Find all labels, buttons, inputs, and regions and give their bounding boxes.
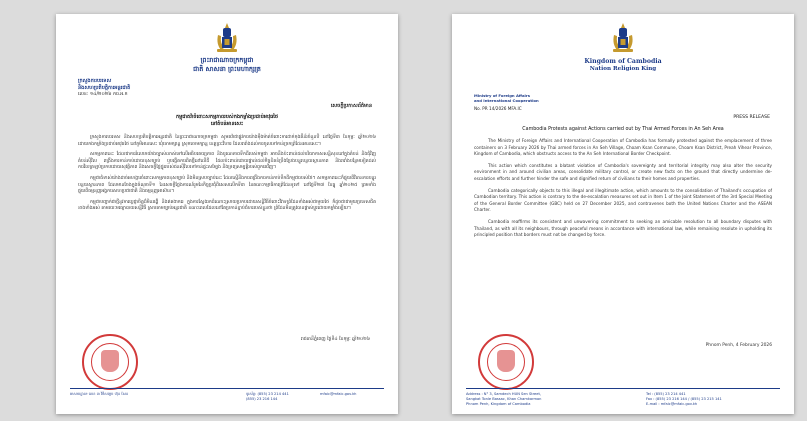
khmer-press-release-page (56, 14, 398, 414)
title-line-1: កម្ពុជាតវ៉ាចំពោះសកម្មភាពរបស់កងកម្លាំងប្រដាប់អាវុធថៃ (175, 114, 279, 120)
footer-tel: Tel : (855) 23 214 441 (646, 392, 686, 396)
footer-phone: ទូរស័ព្ទ: (855) 23 214 441 (246, 392, 289, 396)
document-title (86, 114, 368, 128)
footer-address-line-3: Phnom Penh, Kingdom of Cambodia (466, 402, 531, 406)
footer-address: អាសយដ្ឋាន៖ លេខ ៣ វិថីសម្តេច ហ៊ុន សែន (70, 392, 129, 396)
document-type: PRESS RELEASE (733, 115, 770, 120)
ministry-line-2: and International Cooperation (474, 98, 539, 103)
royal-arms-emblem-icon (608, 22, 638, 54)
ministry-seal-stamp (478, 334, 534, 390)
footer-contacts (246, 392, 289, 402)
signature-block: Phnom Penh, 4 February 2026 (705, 343, 772, 348)
footer-address-line-2: Sangkat Tonle Bassac, Khan Chamkarmon (466, 397, 542, 401)
ministry-seal-stamp (82, 334, 138, 390)
ministry-line-1: Ministry of Foreign Affairs (474, 93, 530, 98)
footer-address-line-1: Address : N° 3, Samdech HUN Sen Street, (466, 392, 542, 396)
reference-number: លេខ: ១៤/២០២៦ ការ.អ.ក (78, 92, 128, 97)
royal-arms-emblem-icon (212, 22, 242, 54)
ministry-line-2: និងសហប្រតិបត្តិការអន្តរជាតិ (78, 84, 131, 91)
body-paragraph: Cambodia reaffirms its consistent and unwavering commitment to seeking an amicable resolution to all boundary disputes with Thailand, as with all its neighbours, through peaceful means in accordance with international law, while remaining resolute in upholding its principled position that borders must not be changed by force. (474, 218, 772, 238)
letterhead-footer (70, 388, 384, 401)
footer-email: E-mail : mfaic@mfaic.gov.kh (646, 402, 698, 406)
ministry-name (78, 78, 168, 91)
english-press-release-page (452, 14, 794, 414)
document-title: Cambodia Protests against Actions carried out by Thai Armed Forces in An Seh Area (522, 127, 724, 132)
kingdom-header: Kingdom of Cambodia (584, 58, 662, 65)
body-paragraph: សកម្មភាពនេះ ដែលជាការរំលោភយ៉ាងច្បាស់លាស់ទៅលើអធិបតេយ្យភាព និងបូរណភាពទឹកដីរបស់កម្ពុជា អាចនឹងប៉ះពាល់ដល់បរិយាកាសសន្តិសុខនៅក្នុងតំបន់ និងជុំវិញតំបន់ស៊ីវិល ពង្រឹងការកាន់កាប់ដោយខុសច្បាប់ ឬបង្កើតការពិតថ្មីនៅលើដី ដែលប៉ះពាល់ដោយផ្ទាល់ដល់កិច្ចខិតខំប្រឹងប្រែងបន្ធូរបន្ថយស្ថានភាព និងរារាំងបន្ថែមទៀតដល់ការវិលត្រឡប់ប្រកបដោយសុវត្ថិភាព និងសេចក្តីថ្លៃថ្នូររបស់ជនស៊ីវិលទៅកាន់ផ្ទះសម្បែង និងទ្រព្យសម្បត្តិរបស់ពួកគេវិញ។ (78, 152, 376, 171)
ministry-name (474, 93, 584, 103)
reference-number: No. PR 14/2026 MFA.IC (474, 106, 522, 111)
motto-header: ជាតិ សាសនា ព្រះមហាក្សត្រ (193, 65, 261, 73)
footer-email: mfaic@mfaic.gov.kh (320, 392, 357, 396)
body-paragraph: កម្ពុជាបញ្ជាក់ជាថ្មីនូវការប្តេជ្ញាចិត្តដ៏មិនរង្គើ និងឥតងាករេ ក្នុងការស្វែងរកដំណោះស្រាយប្រកបដោយសន្តិវិធីចំពោះវិវាទព្រំដែនទាំងអស់ជាមួយថៃ ក៏ដូចជាជាមួយប្រទេសជិតខាងទាំងអស់ តាមរយៈមធ្យោបាយសន្តិវិធី ស្របតាមច្បាប់អន្តរជាតិ ខណៈពេលដែលនៅតែប្រកាន់ខ្ជាប់ជំហររបស់ខ្លួនថា ព្រំដែនមិនត្រូវបានផ្លាស់ប្តូរដោយកម្លាំងឡើយ។ (78, 199, 376, 212)
body-paragraph: Cambodia categorically objects to this illegal and illegitimate action, which amounts to the consolidation of Thailand's occupation of Cambodian territory. This action is contrary to the de-escalation measures set out in Item 1 of the Joint Statement of the 3rd Special Meeting of the General Border Committee (GBC) held on 27 December 2025, and contravenes both the United Nations Charter and the ASEAN Charter. (474, 187, 772, 213)
letterhead-footer (466, 388, 780, 406)
footer-contacts (646, 392, 722, 407)
body-paragraph: កម្ពុជាជំទាស់យ៉ាងដាច់អហង្ការចំពោះសកម្មភាពខុសច្បាប់ និងមិនស្របច្បាប់នេះ ដែលស្មើនឹងការពង្រឹងការកាន់កាប់ទឹកដីកម្ពុជារបស់ថៃ។ សកម្មភាពនេះក៏ផ្ទុយពីវិធានការបន្ធូរបន្ថយស្ថានភាព ដែលមានចែងក្នុងចំណុចទី១ នៃសេចក្តីថ្លែងការណ៍រួមនៃកិច្ចប្រជុំពិសេសលើកទី៣ នៃគណៈកម្មាធិការព្រំដែនទូទៅ នៅថ្ងៃទី២៧ ខែធ្នូ ឆ្នាំ២០២៥ ព្រមទាំងផ្ទុយពីធម្មនុញ្ញអង្គការសហប្រជាជាតិ និងធម្មនុញ្ញអាស៊ាន។ (78, 175, 376, 195)
title-line-2: នៅតំបន់អានសេះ (210, 121, 244, 127)
document-body (474, 138, 772, 244)
signature-block: រាជធានីភ្នំពេញ ថ្ងៃទី៤ ខែកុម្ភៈ ឆ្នាំ២០២៦ (300, 337, 370, 342)
body-paragraph: ក្រសួងការបរទេស និងសហប្រតិបត្តិការអន្តរជាតិ នៃព្រះរាជាណាចក្រកម្ពុជា សូមតវ៉ាជាផ្លូវការយ៉ាងម៉ឺងម៉ាត់ចំពោះការដាក់កុងតឺន័រចំនួនបី នៅថ្ងៃទី៣ ខែកុម្ភៈ ឆ្នាំ២០២៦ ដោយកងកម្លាំងប្រដាប់អាវុធថៃ នៅភូមិអានសេះ ឃុំចោមក្សាន្ត ស្រុកចោមក្សាន្ត ខេត្តព្រះវិហារ ដែលរារាំងដល់ការចូលទៅកាន់ច្រកព្រំដែនអានសេះ។ (78, 135, 376, 147)
document-type: សេចក្តីប្រកាសព័ត៌មាន (330, 103, 372, 109)
ministry-line-1: ក្រសួងការបរទេស (78, 78, 112, 84)
document-body (78, 135, 376, 217)
footer-fax: Fax : (855) 23 216 144 / (855) 23 215 141 (646, 397, 722, 401)
body-paragraph: This action which constitutes a blatant violation of Cambodia's sovereignty and territorial integrity may also alter the security environment in and around civilian areas, consolidate military control, or create new facts on the ground that directly undermine de-escalation efforts and further hinder the safe and dignified return of civilians to their homes and properties. (474, 162, 772, 181)
footer-address (466, 392, 541, 407)
footer-fax: (855) 23 216 144 (246, 397, 278, 401)
motto-header: Nation Religion King (589, 66, 657, 72)
kingdom-header: ព្រះរាជាណាចក្រកម្ពុជា (200, 56, 254, 64)
body-paragraph: The Ministry of Foreign Affairs and International Cooperation of Cambodia has formally protested against the emplacement of three containers on 3 February 2026 by Thai armed forces in An Seh Village, Choam Ksan Commune, Choam Ksan District, Preah Vihear Province, Kingdom of Cambodia, which obstructs access to the An Seh International Border Checkpoint. (474, 138, 772, 157)
